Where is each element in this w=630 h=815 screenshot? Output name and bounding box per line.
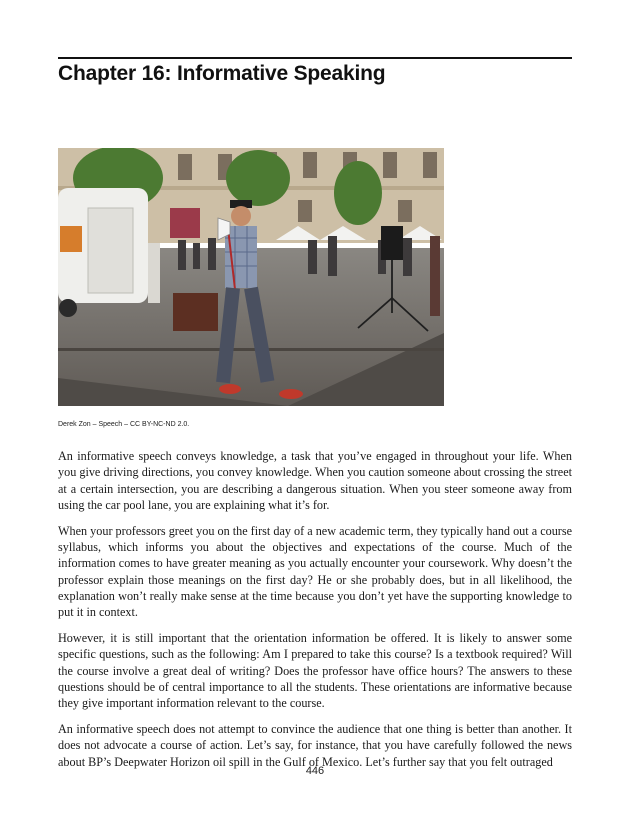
paragraph: An informative speech conveys knowledge, a task that you’ve engaged in throughout your life. When you give driving directions, you convey knowledge. When you caution someone about crossing the street at a certain intersection, you are describing a dangerous situation. When you steer someone away from using the car pool lane, you are explaining what it’s for. (58, 449, 572, 512)
photo-caption: Derek Zon – Speech – CC BY-NC-ND 2.0. (58, 421, 190, 428)
body-text (58, 448, 572, 779)
paragraph: When your professors greet you on the first day of a new academic term, they typically hand out a course syllabus, which informs you about the objectives and expectations of the course. Much of the information comes to have greater meaning as you actually encounter your coursework. Why doesn’t the professor explain those meanings on the first day? He or she probably does, but in all likelihood, the explanation won’t really make sense at the time because you don’t yet have the supporting knowledge to put it in context. (58, 523, 572, 620)
chapter-top-rule (58, 57, 572, 59)
street-speaker-photo (58, 148, 444, 406)
curb-line (58, 348, 444, 351)
camper-van (58, 188, 160, 317)
page-number: 446 (305, 765, 325, 777)
paragraph: However, it is still important that the orientation information be offered. It is likely to answer some specific questions, such as the following: Am I prepared to take this course? Is a textbook required? Will the course involve a great deal of writing? Does the professor have office hours? The answers to these questions should be of central importance to all the students. These orientations are informative because they give important information relevant to the course. (58, 630, 572, 711)
amplifier (173, 293, 218, 331)
shop-sign (170, 208, 200, 238)
chapter-title: Chapter 16: Informative Speaking (58, 62, 386, 85)
paragraph: An informative speech does not attempt to convince the audience that one thing is better than another. It does not advocate a course of action. Let’s say, for instance, that you have carefully followed the news about BP’s Deepwater Horizon oil spill in the Gulf of Mexico. Let’s further say that you felt outraged (58, 721, 572, 769)
pa-speaker (381, 226, 403, 260)
